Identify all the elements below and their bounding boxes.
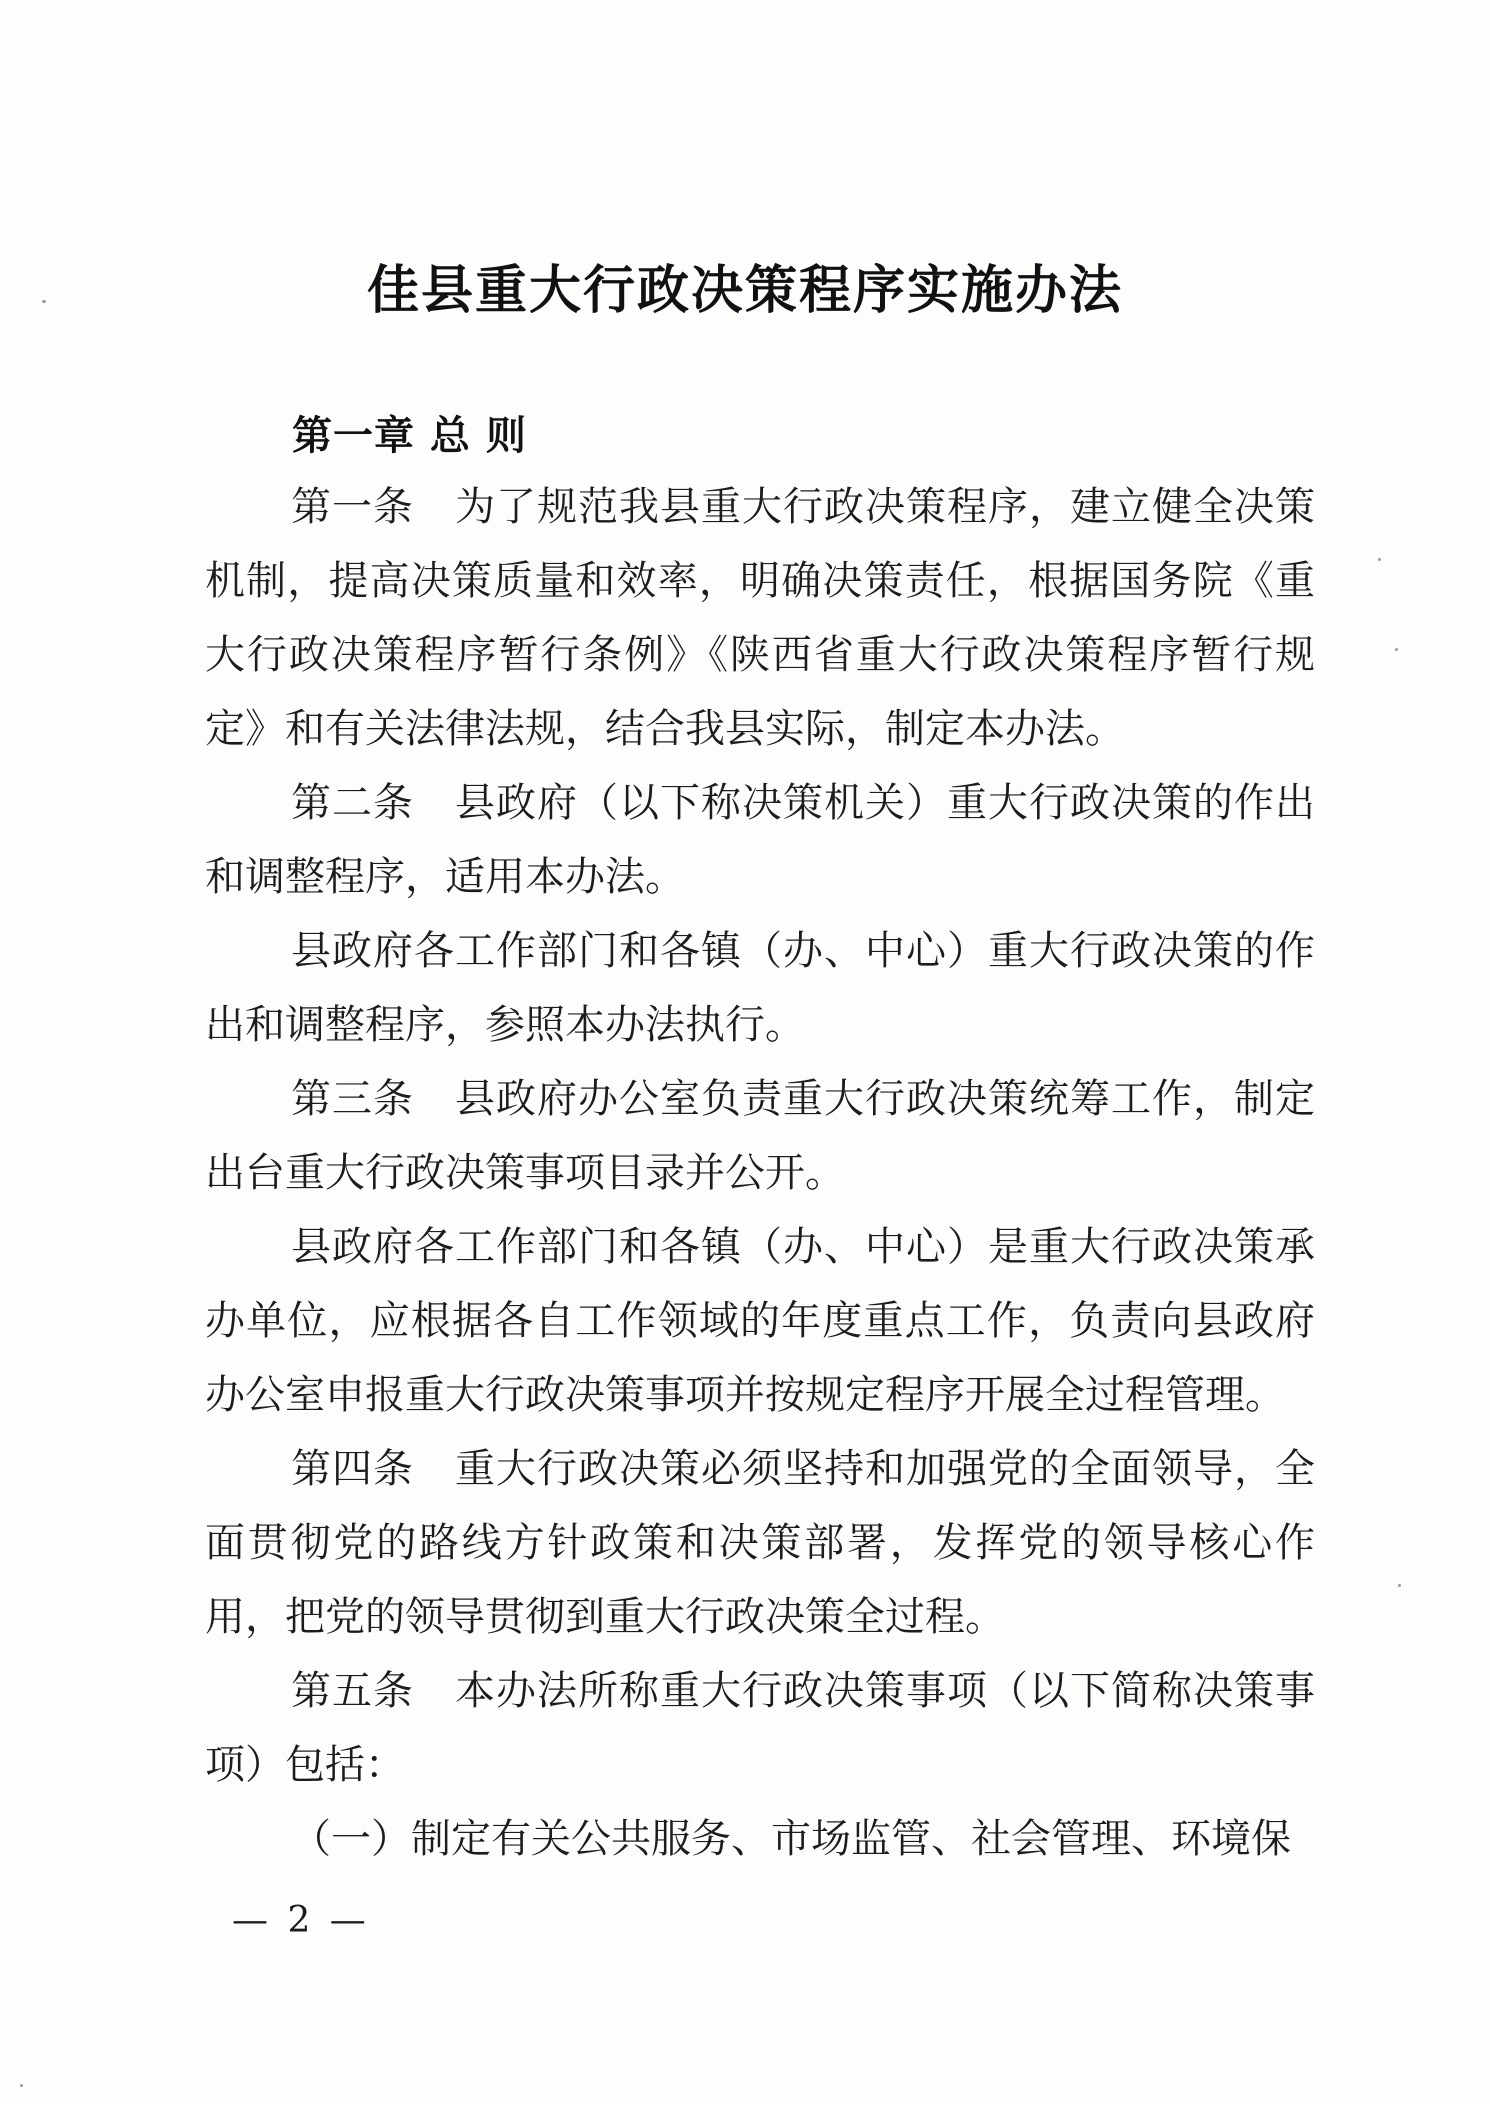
scan-speck — [1395, 648, 1398, 651]
scan-speck — [1378, 558, 1381, 561]
paragraph-article-4: 第四条 重大行政决策必须坚持和加强党的全面领导，全面贯彻党的路线方针政策和决策部署，发挥党的领导核心作用，把党的领导贯彻到重大行政决策全过程。 — [205, 1446, 1315, 1640]
paragraph-article-1: 第一条 为了规范我县重大行政决策程序，建立健全决策机制，提高决策质量和效率，明确决策责任，根据国务院《重大行政决策程序暂行条例》《陕西省重大行政决策程序暂行规定》和有关法律法规，结合我县实际，制定本办法。 — [205, 484, 1315, 752]
scan-speck — [1398, 1584, 1401, 1587]
page-number: — 2 — — [232, 1900, 370, 1941]
chapter-heading: 第一章 总 则 — [292, 413, 527, 459]
paragraph-article-2-clause: 县政府各工作部门和各镇（办、中心）重大行政决策的作出和调整程序，参照本办法执行。 — [205, 928, 1315, 1048]
document-title: 佳县重大行政决策程序实施办法 — [366, 261, 1123, 321]
paragraph-article-2: 第二条 县政府（以下称决策机关）重大行政决策的作出和调整程序，适用本办法。 — [205, 780, 1315, 900]
document-body — [205, 470, 1315, 1876]
paragraph-item-1: （一）制定有关公共服务、市场监管、社会管理、环境保 — [291, 1816, 1291, 1862]
scan-speck — [20, 2084, 23, 2087]
paragraph-article-3: 第三条 县政府办公室负责重大行政决策统筹工作，制定出台重大行政决策事项目录并公开。 — [205, 1076, 1315, 1196]
paragraph-article-3-clause: 县政府各工作部门和各镇（办、中心）是重大行政决策承办单位，应根据各自工作领域的年度重点工作，负责向县政府办公室申报重大行政决策事项并按规定程序开展全过程管理。 — [205, 1224, 1315, 1418]
paragraph-article-5: 第五条 本办法所称重大行政决策事项（以下简称决策事项）包括： — [205, 1668, 1315, 1788]
